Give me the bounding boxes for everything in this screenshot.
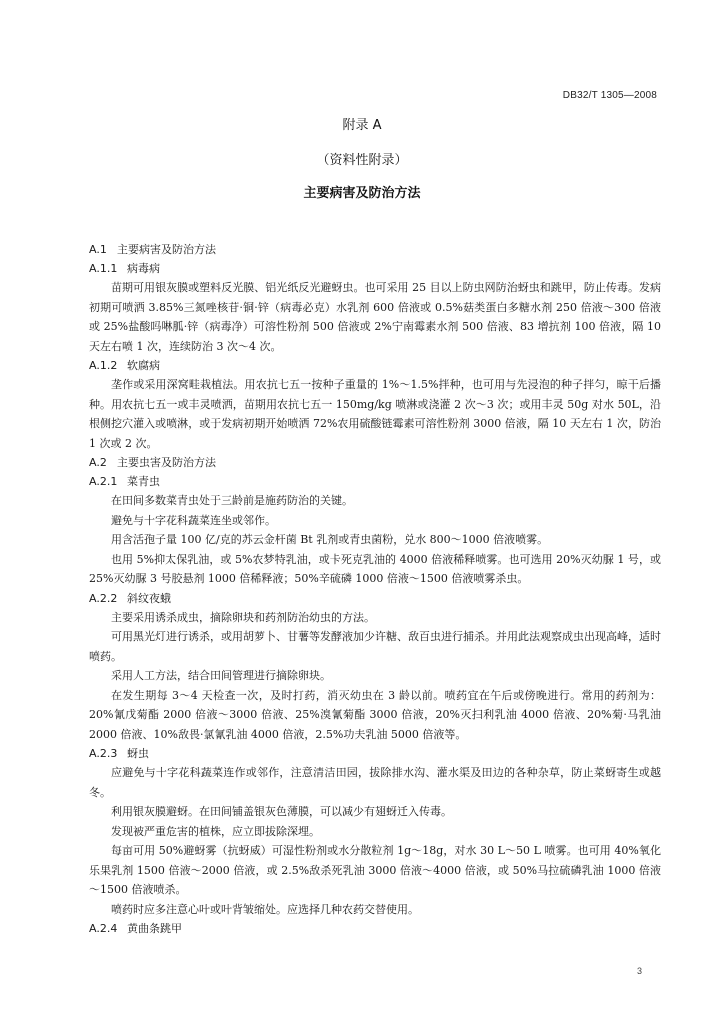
paragraph: 苗期可用银灰膜或塑料反光膜、铝光纸反光避蚜虫。也可采用 25 目以上防虫网防治蚜虫和跳甲，防止传毒。发病初期可喷洒 3.85%三氮唑核苷·铜·锌（病毒必克）水乳剂 600 倍液或 0.5%菇类蛋白多糖水剂 250 倍液～300 倍液或 25%盐酸吗啉胍·锌（病毒净）可溶性粉剂 500 倍液或 2%宁南霉素水剂 500 倍液、83 增抗剂 100 倍液，隔 10 天左右喷 1 次，连续防治 3 次～4 次。 [89, 281, 661, 353]
section-heading [89, 453, 661, 472]
appendix-titles [0, 114, 724, 201]
paragraph: 应避免与十字花科蔬菜连作或邻作，注意清洁田园，拔除排水沟、灌水渠及田边的各种杂草，防止菜蚜寄生或越冬。 [89, 766, 661, 799]
appendix-type: （资料性附录） [316, 153, 408, 168]
paragraph: 利用银灰膜避蚜。在田间铺盖银灰色薄膜，可以减少有翅蚜迁入传毒。 [111, 805, 452, 818]
section-number: A.1 [89, 243, 107, 256]
section-number: A.2.1 [89, 475, 118, 488]
paragraph: 喷药时应多注意心叶或叶背皱缩处。应选择几种农药交替使用。 [111, 902, 419, 916]
section-title: 主要病害及防治方法 [117, 243, 216, 256]
section-number: A.2.4 [89, 922, 118, 935]
section-title: 病毒病 [127, 262, 160, 275]
section-number: A.2.3 [89, 747, 118, 760]
section-number: A.2 [89, 456, 107, 469]
section-title: 蚜虫 [127, 747, 149, 760]
page-number: 3 [636, 966, 642, 976]
subsection-heading [89, 356, 661, 375]
section-title: 软腐病 [127, 359, 160, 372]
section-number: A.2.2 [89, 591, 118, 605]
paragraph: 也用 5%抑太保乳油，或 5%农梦特乳油，或卡死克乳油的 4000 倍液稀释喷雾。也可选用 20%灭幼脲 1 号，或 25%灭幼脲 3 号胶悬剂 1000 倍稀释液；50%辛硫磷 1000 倍液～1500 倍液喷雾杀虫。 [89, 552, 661, 585]
section-heading [89, 240, 661, 259]
section-title: 斜纹夜蛾 [127, 591, 171, 605]
document-code: DB32/T 1305—2008 [562, 90, 657, 101]
paragraph: 可用黑光灯进行诱杀，或用胡萝卜、甘薯等发酵液加少许糖、敌百虫进行捕杀。并用此法观察成虫出现高峰，适时喷药。 [89, 630, 661, 663]
paragraph: 采用人工方法，结合田间管理进行摘除卵块。 [111, 669, 331, 682]
paragraph: 每亩可用 50%避蚜雾（抗蚜威）可湿性粉剂或水分散粒剂 1g～18g，对水 30 L～50 L 喷雾。也可用 40%氧化乐果乳剂 1500 倍液～2000 倍液，或 2.5%敌杀死乳油 3000 倍液～4000 倍液，或 50%马拉硫磷乳油 1000 倍液～1500 倍液喷杀。 [89, 844, 661, 896]
subsection-heading [89, 259, 661, 278]
section-title: 主要虫害及防治方法 [117, 456, 216, 469]
paragraph: 发现被严重危害的植株，应立即拔除深埋。 [111, 824, 320, 838]
paragraph: 用含活孢子量 100 亿/克的苏云金杆菌 Bt 乳剂或青虫菌粉，兑水 800～1000 倍液喷雾。 [111, 533, 549, 546]
section-number: A.1.2 [89, 359, 118, 372]
document-body [89, 240, 661, 938]
paragraph: 在发生期每 3～4 天检查一次，及时打药，消灭幼虫在 3 龄以前。喷药宜在午后或傍晚进行。常用的药剂为：20%氰戊菊酯 2000 倍液～3000 倍液、25%溴氰菊酯 3000 倍液，20%灭扫利乳油 4000 倍液、20%菊·马乳油 2000 倍液、10%敌畏·氯氰乳油 4000 倍液，2.5%功夫乳油 5000 倍液等。 [89, 688, 661, 741]
subsection-heading [89, 919, 661, 938]
appendix-title: 附录 A [342, 118, 382, 133]
section-number: A.1.1 [89, 262, 118, 275]
paragraph: 在田间多数菜青虫处于三龄前是施药防治的关键。 [111, 494, 353, 507]
paragraph: 垄作或采用深窝畦栽植法。用农抗七五一按种子重量的 1%～1.5%拌种，也可用与先浸泡的种子拌匀，晾干后播种。用农抗七五一或丰灵喷洒，苗期用农抗七五一 150mg/kg 喷淋或浇灌 2 次～3 次；或用丰灵 50g 对水 50L，沿根侧挖穴灌入或喷淋，或于发病初期开始喷洒 72%农用硫酸链霉素可溶性粉剂 3000 倍液，隔 10 天左右 1 次，防治 1 次或 2 次。 [89, 378, 661, 450]
subsection-heading [89, 589, 661, 608]
section-title: 黄曲条跳甲 [127, 922, 182, 935]
subsection-heading [89, 744, 661, 763]
paragraph: 主要采用诱杀成虫，摘除卵块和药剂防治幼虫的方法。 [111, 610, 375, 624]
paragraph: 避免与十字花科蔬菜连坐或邻作。 [111, 513, 276, 527]
appendix-heading: 主要病害及防治方法 [303, 186, 421, 201]
section-title: 菜青虫 [127, 475, 160, 488]
subsection-heading [89, 472, 661, 491]
